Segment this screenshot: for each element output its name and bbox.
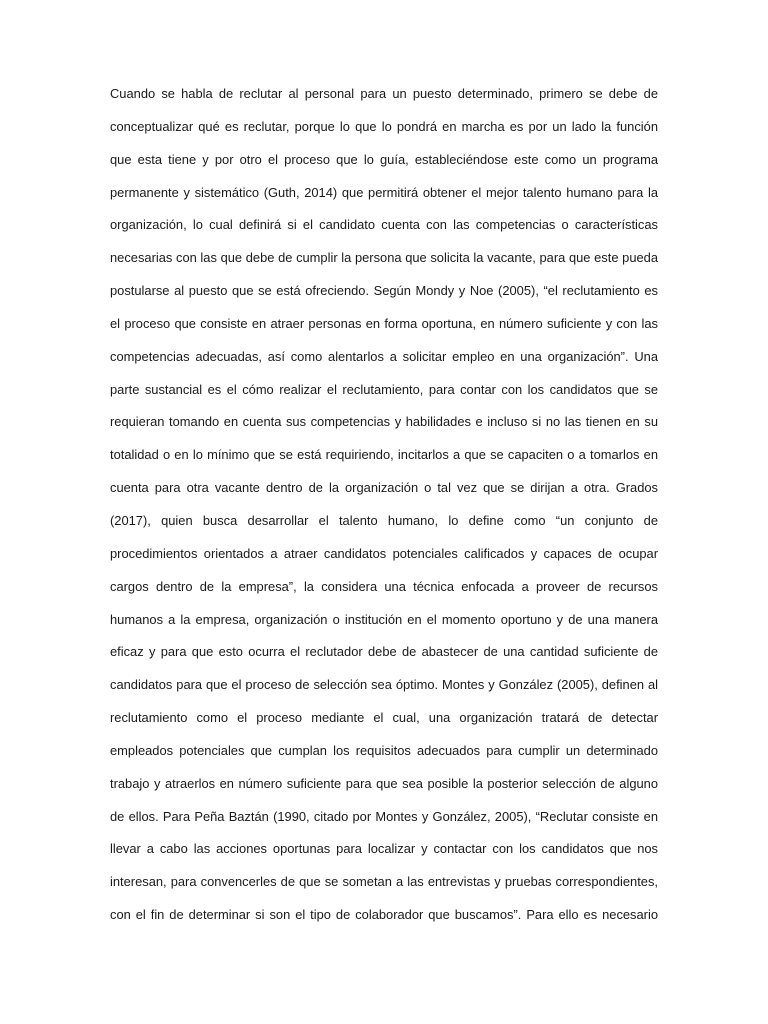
body-paragraph: [110, 83, 658, 937]
text-line: requieran tomando en cuenta sus competencias y habilidades e incluso si no las tienen en su: [110, 414, 658, 430]
text-line: eficaz y para que esto ocurra el reclutador debe de abastecer de una cantidad suficiente de: [110, 644, 658, 660]
text-line: competencias adecuadas, así como alentarlos a solicitar empleo en una organización”. Una: [110, 348, 658, 364]
text-line: cuenta para otra vacante dentro de la organización o tal vez que se dirijan a otra. Grados: [110, 480, 658, 496]
text-line: conceptualizar qué es reclutar, porque lo que lo pondrá en marcha es por un lado la función: [110, 118, 658, 134]
text-line: permanente y sistemático (Guth, 2014) que permitirá obtener el mejor talento humano para la: [110, 184, 658, 200]
text-line: humanos a la empresa, organización o institución en el momento oportuno y de una manera: [110, 611, 658, 627]
text-line: postularse al puesto que se está ofreciendo. Según Mondy y Noe (2005), “el reclutamiento es: [110, 283, 658, 299]
text-line: cargos dentro de la empresa”, la considera una técnica enfocada a proveer de recursos: [110, 578, 658, 594]
text-line: trabajo y atraerlos en número suficiente para que sea posible la posterior selección de alguno: [110, 775, 658, 791]
text-line: con el fin de determinar si son el tipo de colaborador que buscamos”. Para ello es necesario: [110, 907, 658, 923]
text-line: que esta tiene y por otro el proceso que lo guía, estableciéndose este como un programa: [110, 151, 658, 167]
text-line: organización, lo cual definirá si el candidato cuenta con las competencias o características: [110, 217, 658, 233]
text-line: procedimientos orientados a atraer candidatos potenciales calificados y capaces de ocupar: [110, 545, 658, 561]
text-line: de ellos. Para Peña Baztán (1990, citado por Montes y González, 2005), “Reclutar consiste en: [110, 808, 658, 824]
text-line: necesarias con las que debe de cumplir la persona que solicita la vacante, para que este pueda: [110, 250, 658, 266]
text-line: parte sustancial es el cómo realizar el reclutamiento, para contar con los candidatos que se: [110, 381, 658, 397]
text-line: el proceso que consiste en atraer personas en forma oportuna, en número suficiente y con las: [110, 315, 658, 331]
text-line: Cuando se habla de reclutar al personal para un puesto determinado, primero se debe de: [110, 86, 658, 101]
text-line: empleados potenciales que cumplan los requisitos adecuados para cumplir un determinado: [110, 742, 658, 758]
text-line: reclutamiento como el proceso mediante el cual, una organización tratará de detectar: [110, 710, 658, 726]
text-line: totalidad o en lo mínimo que se está requiriendo, incitarlos a que se capaciten o a tomarlos en: [110, 447, 658, 463]
text-line: interesan, para convencerles de que se sometan a las entrevistas y pruebas correspondientes,: [110, 874, 658, 890]
text-line: (2017), quien busca desarrollar el talento humano, lo define como “un conjunto de: [110, 512, 658, 528]
text-line: candidatos para que el proceso de selección sea óptimo. Montes y González (2005), definen al: [110, 677, 658, 693]
text-line: llevar a cabo las acciones oportunas para localizar y contactar con los candidatos que nos: [110, 841, 658, 857]
